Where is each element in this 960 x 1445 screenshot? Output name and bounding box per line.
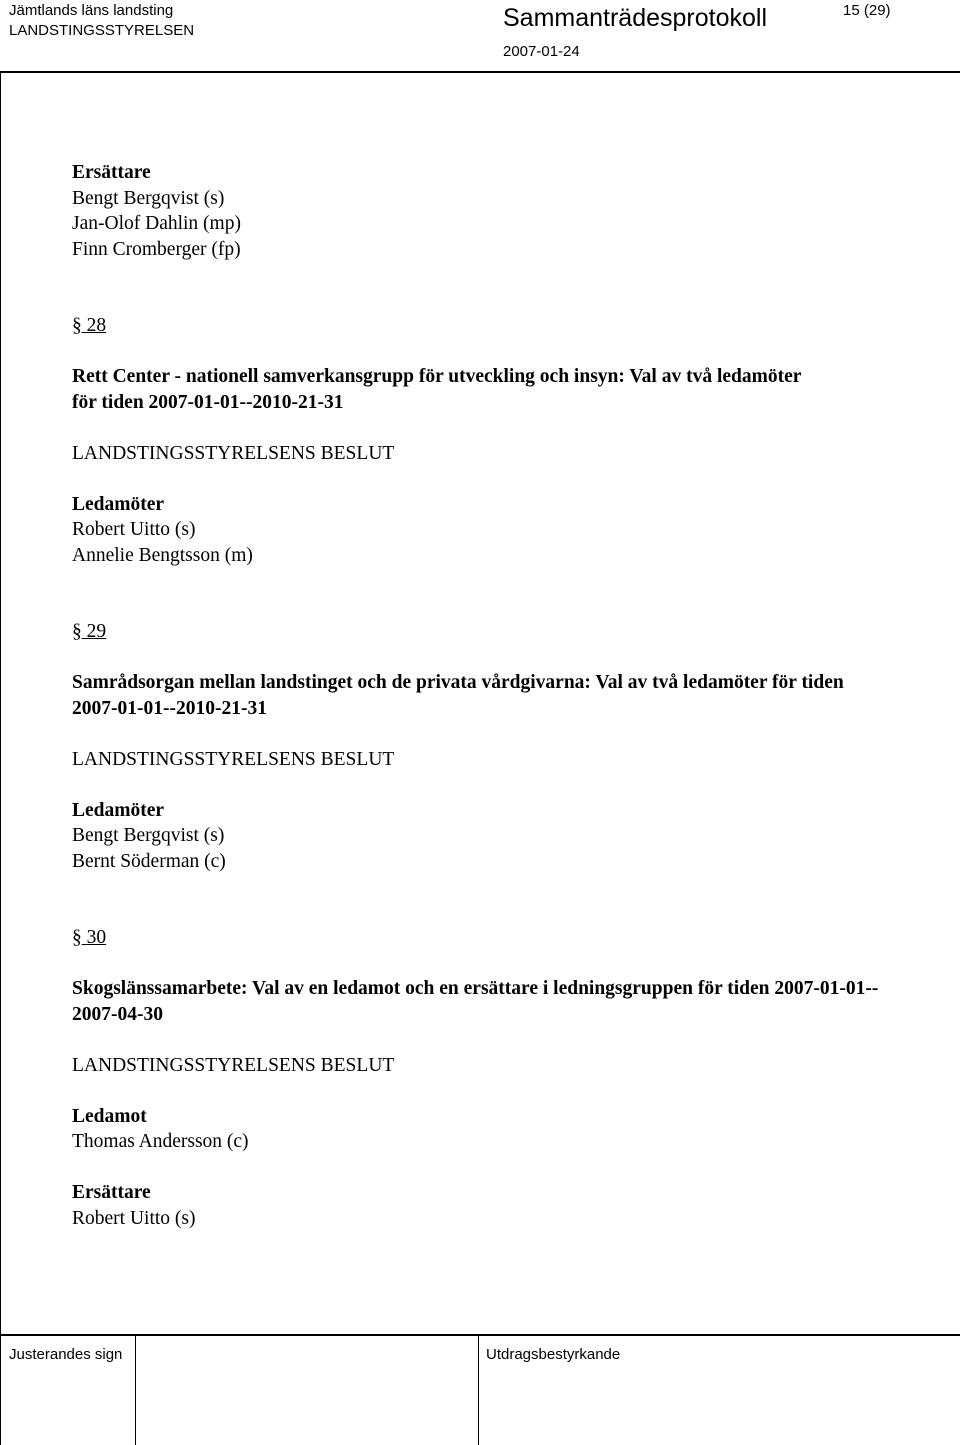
document-title: Sammanträdesprotokoll [503,4,768,32]
footer-divider [478,1336,479,1445]
member-name: Annelie Bengtsson (m) [72,544,253,566]
footer-rule [0,1334,960,1336]
section-heading-line: Samrådsorgan mellan landstinget och de privata vårdgivarna: Val av två ledamöter för tiden [72,672,844,693]
section-heading-line: 2007-04-30 [72,1003,163,1025]
member-name: Robert Uitto (s) [72,519,196,540]
member-name: Bernt Söderman (c) [72,850,226,872]
section-heading-line: Rett Center - nationell samverkansgrupp för utveckling och insyn: Val av två ledamöter [72,366,802,387]
section-heading-line: för tiden 2007-01-01--2010-21-31 [72,391,344,413]
decision-label: LANDSTINGSSTYRELSENS BESLUT [72,442,395,464]
role-label: Ersättare [72,1182,151,1203]
member-name: Thomas Andersson (c) [72,1131,249,1152]
role-label: Ersättare [72,162,151,183]
member-name: Robert Uitto (s) [72,1207,196,1229]
certification-label: Utdragsbestyrkande [486,1346,621,1363]
header-rule [0,71,960,73]
role-label: Ledamot [72,1105,147,1127]
section-heading-line: 2007-01-01--2010-21-31 [72,697,267,719]
left-margin-rule [0,71,1,1445]
signature-label: Justerandes sign [9,1346,123,1363]
section-30 [72,925,942,1231]
section-29 [72,619,942,874]
department-name: LANDSTINGSSTYRELSEN [9,22,195,39]
meeting-date: 2007-01-24 [503,43,580,60]
footer-divider [135,1336,136,1445]
section-28 [72,313,942,568]
role-label: Ledamöter [72,799,165,821]
member-name: Jan-Olof Dahlin (mp) [72,213,241,234]
protocol-body [72,160,942,1231]
member-name: Bengt Bergqvist (s) [72,825,225,846]
section-heading-line: Skogslänssamarbete: Val av en ledamot och en ersättare i ledningsgruppen för tiden 2007-01-01-- [72,978,879,999]
member-name: Finn Cromberger (fp) [72,238,241,260]
member-name: Bengt Bergqvist (s) [72,187,225,209]
decision-label: LANDSTINGSSTYRELSENS BESLUT [72,1054,395,1076]
organization-name: Jämtlands läns landsting [9,2,174,19]
intro-block [72,160,942,262]
role-label: Ledamöter [72,493,165,515]
section-number: § 30 [72,927,107,948]
section-number: § 29 [72,621,107,642]
decision-label: LANDSTINGSSTYRELSENS BESLUT [72,748,395,770]
page-number: 15 (29) [843,2,891,19]
section-number: § 28 [72,315,107,336]
